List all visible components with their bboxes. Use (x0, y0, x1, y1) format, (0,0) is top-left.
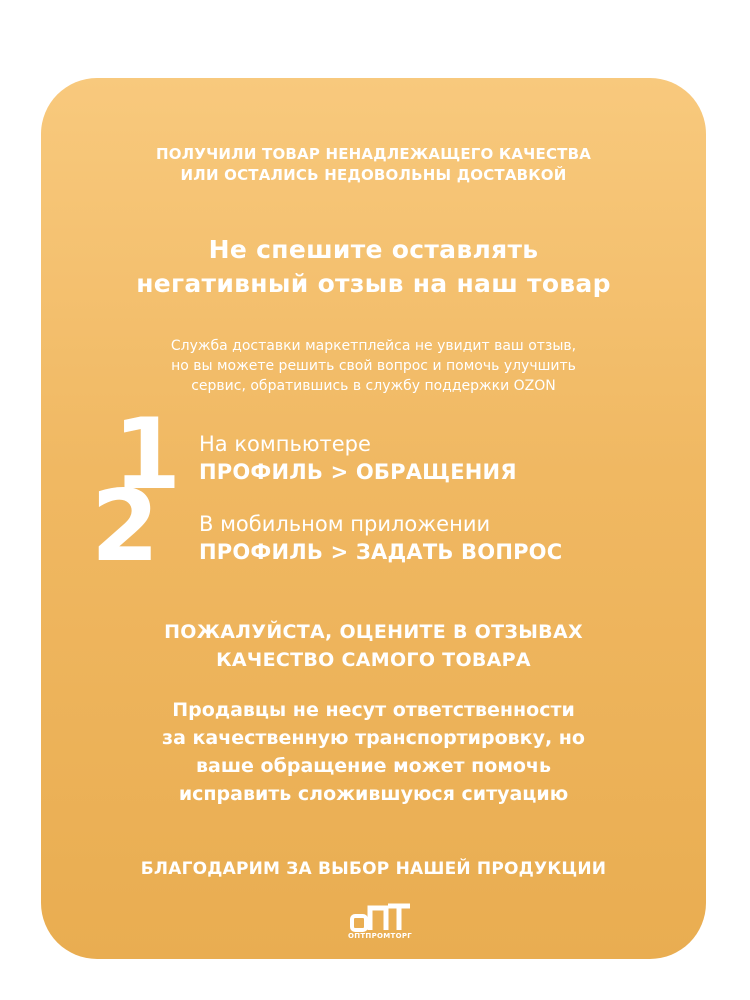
step-1-title: На компьютере (199, 432, 371, 456)
step-2-number: 2 (91, 470, 156, 584)
explanation-line-2: но вы можете решить свой вопрос и помочь улучшить (171, 358, 576, 374)
info-card (41, 78, 706, 959)
sellers-note-line-2: за качественную транспортировку, но (162, 727, 585, 749)
step-2-path: ПРОФИЛЬ > ЗАДАТЬ ВОПРОС (199, 540, 563, 564)
explanation-line-1: Служба доставки маркетплейса не увидит ваш отзыв, (170, 338, 577, 354)
explanation-text (41, 336, 706, 396)
sellers-note-line-4: исправить сложившуюся ситуацию (178, 783, 569, 805)
top-caption-line-1: ПОЛУЧИЛИ ТОВАР НЕНАДЛЕЖАЩЕГО КАЧЕСТВА (155, 145, 592, 163)
sellers-note-line-3: ваше обращение может помочь (196, 755, 551, 777)
sellers-note-line-1: Продавцы не несут ответственности (172, 699, 575, 721)
step-2-text (199, 510, 562, 566)
step-1-path: ПРОФИЛЬ > ОБРАЩЕНИЯ (199, 460, 517, 484)
thanks-caption: БЛАГОДАРИМ ЗА ВЫБОР НАШЕЙ ПРОДУКЦИИ (140, 859, 607, 879)
logo-mark-icon (340, 902, 420, 932)
rate-quality-caption (41, 618, 706, 674)
headline (41, 233, 706, 301)
headline-line-2: негативный отзыв на наш товар (136, 269, 611, 298)
step-1-text (199, 430, 517, 486)
explanation-line-3: сервис, обратившись в службу поддержки OZON (191, 378, 556, 394)
headline-line-1: Не спешите оставлять (208, 235, 539, 264)
rate-quality-line-2: КАЧЕСТВО САМОГО ТОВАРА (216, 649, 531, 671)
logo-text: ОПТПРОМТОРГ (347, 932, 413, 940)
brand-logo (340, 902, 420, 946)
step-2-title: В мобильном приложении (199, 512, 491, 536)
top-caption-line-2: ИЛИ ОСТАЛИСЬ НЕДОВОЛЬНЫ ДОСТАВКОЙ (180, 166, 567, 184)
rate-quality-line-1: ПОЖАЛУЙСТА, ОЦЕНИТЕ В ОТЗЫВАХ (164, 621, 583, 643)
sellers-note (41, 696, 706, 808)
top-caption (41, 144, 706, 186)
step-1-number: 1 (113, 398, 178, 512)
